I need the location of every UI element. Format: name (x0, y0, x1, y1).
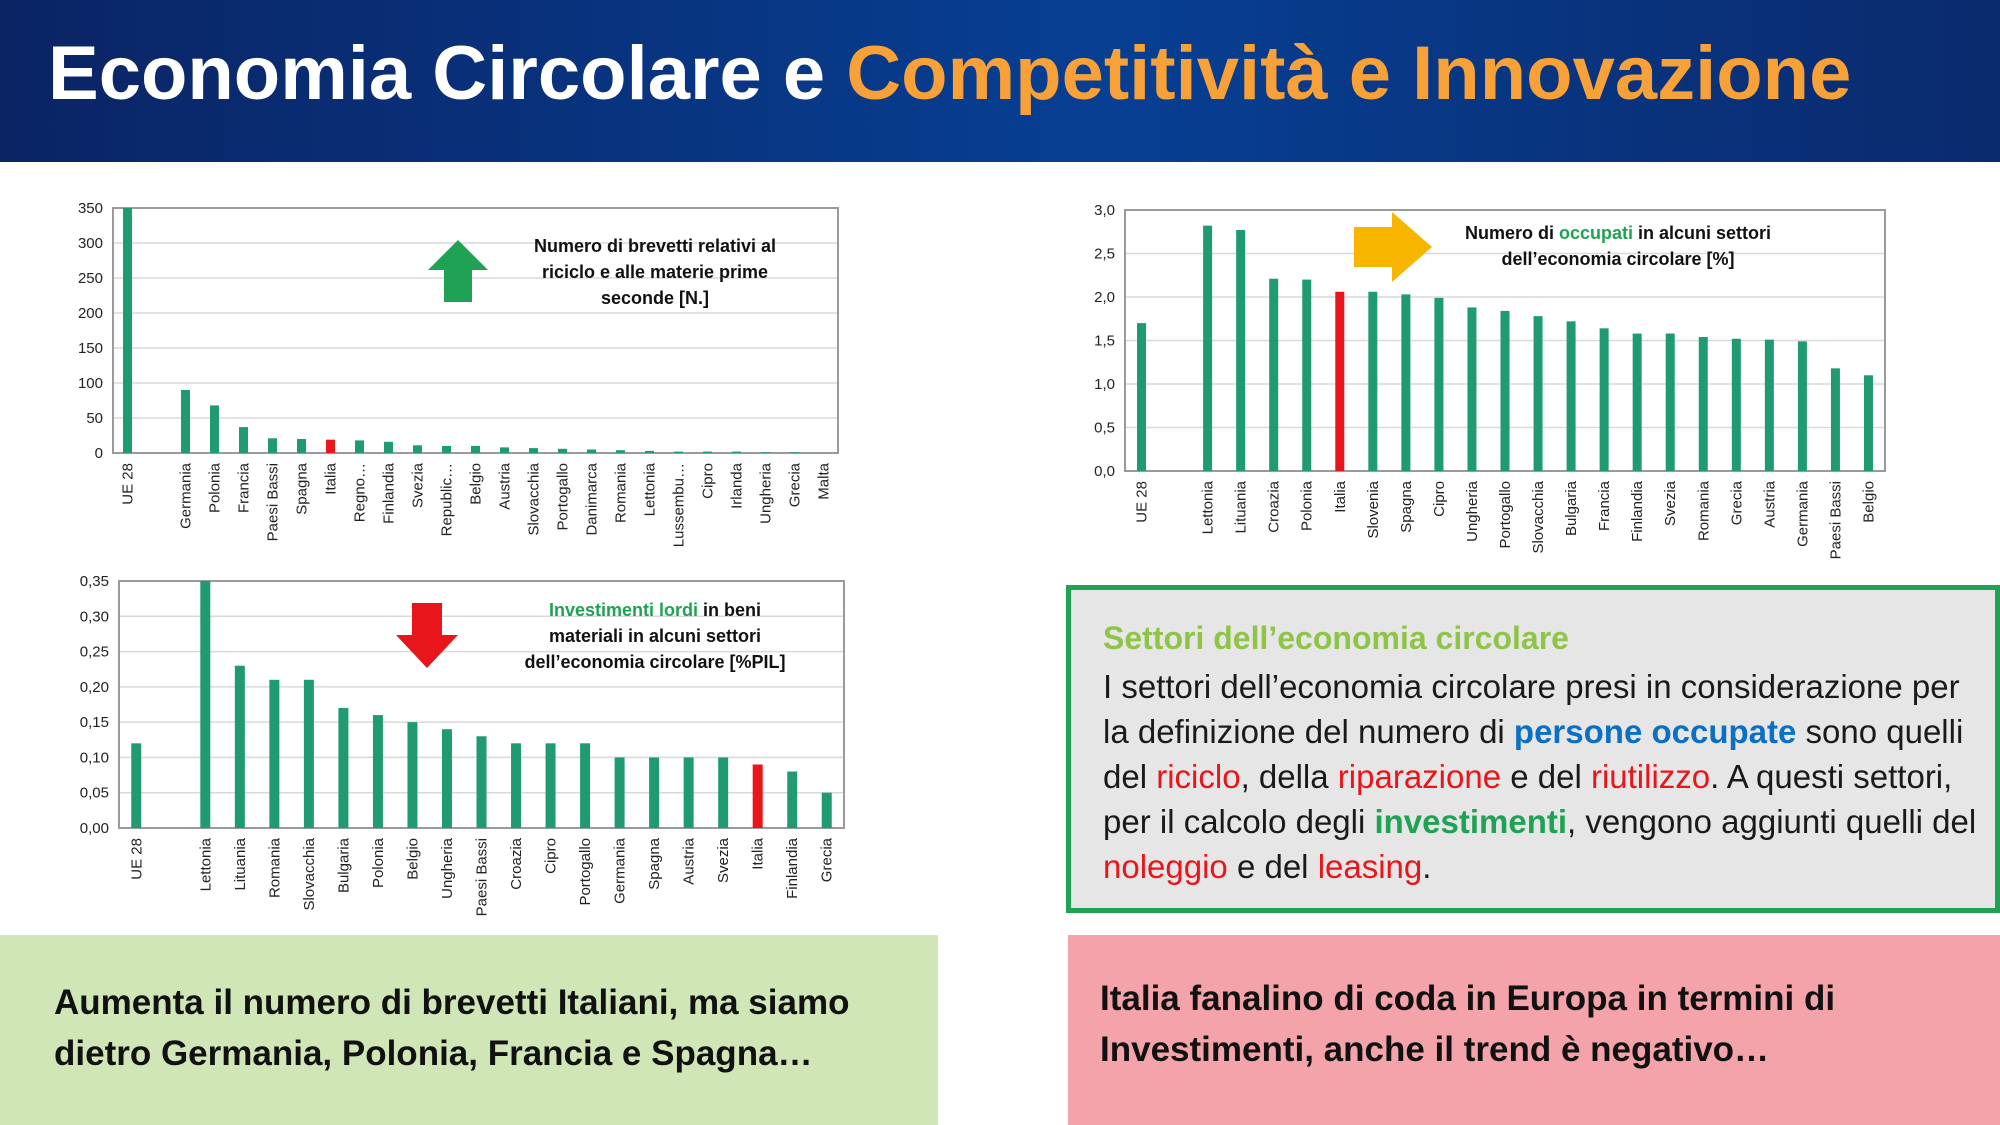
y-tick-label: 3,0 (1094, 202, 1115, 219)
info-t3: , della (1240, 758, 1338, 795)
arrow-down-icon (396, 603, 458, 668)
bar-svezia (718, 757, 728, 828)
x-tick-label: Francia (235, 463, 253, 514)
info-t7: e del (1227, 848, 1318, 885)
bar-paesi-bassi (1831, 368, 1840, 471)
x-tick-label: Lituania (231, 838, 249, 891)
chart-title-line: dell’economia circolare [%] (1501, 249, 1735, 269)
x-tick-label: Danimarca (583, 463, 601, 536)
chart-title-line: Numero di brevetti relativi al (533, 236, 777, 256)
bar-finlandia (384, 442, 393, 453)
x-tick-label: Spagna (646, 838, 664, 890)
x-tick-label: Grecia (786, 463, 804, 508)
x-tick-label: Slovenia (1364, 481, 1382, 539)
info-box-title: Settori dell’economia circolare (1103, 620, 1569, 656)
bar-spagna (649, 757, 659, 828)
bar-spagna (297, 439, 306, 453)
x-tick-label: Germania (1794, 481, 1812, 547)
bar-svezia (413, 445, 422, 453)
bar-regno- (355, 440, 364, 453)
bar-croazia (1269, 279, 1278, 471)
x-tick-label: Lettonia (1199, 481, 1217, 535)
y-tick-label: 1,5 (1094, 332, 1115, 350)
x-tick-label: Belgio (467, 463, 485, 505)
x-tick-label: Polonia (1298, 481, 1316, 532)
bar-belgio (471, 446, 480, 453)
y-tick-label: 0 (94, 445, 103, 462)
bar-republic- (442, 446, 451, 453)
x-tick-label: Cipro (542, 838, 560, 874)
x-tick-label: Paesi Bassi (264, 463, 282, 542)
bar-grecia (822, 793, 832, 828)
summary-text-brevetti: Aumenta il numero di brevetti Italiani, ma siamo dietro Germania, Polonia, Francia e Spagna… (54, 983, 850, 1073)
bar-belgio (407, 722, 417, 828)
bar-svezia (1666, 334, 1675, 471)
x-tick-label: Italia (322, 463, 340, 495)
y-tick-label: 2,5 (1094, 245, 1115, 263)
bar-lettonia (645, 451, 654, 453)
chart-brevetti (0, 180, 870, 560)
bar-lettonia (1203, 226, 1212, 471)
bar-francia (1600, 328, 1609, 471)
x-tick-label: Croazia (1265, 481, 1283, 533)
title-part-1: Economia Circolare e (48, 31, 847, 116)
bar-polonia (373, 715, 383, 828)
x-tick-label: Austria (680, 838, 698, 885)
x-tick-label: Paesi Bassi (473, 838, 491, 917)
bar-germania (1798, 341, 1807, 471)
y-tick-label: 0,25 (79, 643, 109, 661)
x-tick-label: Belgio (1860, 481, 1878, 523)
bar-slovacchia (529, 448, 538, 453)
y-tick-label: 200 (77, 305, 103, 322)
info-t6: , vengono aggiunti quelli del (1567, 803, 1977, 840)
bar-romania (269, 680, 279, 828)
bar-cipro (703, 452, 712, 453)
bar-paesi-bassi (268, 438, 277, 453)
x-tick-label: Francia (1596, 481, 1614, 532)
chart-title-line: materiali in alcuni settori (548, 626, 762, 646)
y-tick-label: 0,05 (79, 784, 109, 802)
x-tick-label: Portogallo (577, 838, 595, 906)
header-banner (0, 0, 2000, 162)
info-k3: riparazione (1337, 758, 1502, 795)
chart-investimenti (0, 555, 870, 935)
x-tick-label: Slovacchia (300, 838, 318, 911)
y-tick-label: 0,00 (79, 820, 109, 837)
y-tick-label: 0,35 (79, 573, 109, 590)
bar-ue-28 (1137, 323, 1146, 471)
chart-title-line: Numero di occupati in alcuni settori (1464, 223, 1772, 243)
bar-portogallo (1501, 311, 1510, 471)
bar-bulgaria (1567, 321, 1576, 471)
x-tick-label: Grecia (1728, 481, 1746, 526)
bar-bulgaria (338, 708, 348, 828)
x-tick-label: Regno… (351, 463, 369, 523)
info-box-text (1103, 664, 1983, 889)
summary-box-investimenti (1068, 935, 2000, 1125)
x-tick-label: Republic… (438, 463, 456, 537)
y-tick-label: 0,5 (1094, 419, 1115, 437)
x-tick-label: Svezia (1662, 481, 1680, 527)
bar-paesi-bassi (477, 736, 487, 828)
bar-francia (239, 427, 248, 453)
x-tick-label: UE 28 (128, 838, 146, 880)
info-k4: riutilizzo (1590, 758, 1711, 795)
x-tick-label: Portogallo (554, 463, 572, 531)
x-tick-label: Svezia (715, 838, 733, 884)
y-tick-label: 150 (77, 340, 103, 357)
chart-title-line: Investimenti lordi in beni (548, 600, 762, 620)
bar-cipro (1434, 298, 1443, 471)
y-tick-label: 250 (77, 270, 103, 287)
bar-grecia (1732, 339, 1741, 471)
bar-romania (616, 450, 625, 453)
bar-italia (326, 440, 335, 453)
x-tick-label: Romania (266, 838, 284, 899)
x-tick-label: Finlandia (380, 463, 398, 524)
info-k5: investimenti (1374, 803, 1568, 840)
x-tick-label: Bulgaria (335, 838, 353, 894)
x-tick-label: UE 28 (119, 463, 137, 505)
bar-belgio (1864, 375, 1873, 471)
info-k6: noleggio (1103, 848, 1228, 885)
bar-polonia (210, 405, 219, 453)
bar-spagna (1401, 294, 1410, 471)
bar-romania (1699, 337, 1708, 471)
bar-croazia (511, 743, 521, 828)
chart-title-line: riciclo e alle materie prime (541, 262, 769, 282)
summary-text-investimenti: Italia fanalino di coda in Europa in termini di Investimenti, anche il trend è negativo… (1100, 979, 1836, 1069)
x-tick-label: Austria (496, 463, 514, 510)
page-title (48, 30, 1851, 117)
info-k1: persone occupate (1513, 713, 1797, 750)
x-tick-label: Romania (1695, 481, 1713, 542)
arrow-up-icon (428, 240, 488, 302)
y-tick-label: 1,0 (1094, 376, 1115, 393)
x-tick-label: Italia (1331, 481, 1349, 513)
bar-grecia (790, 452, 799, 453)
y-tick-label: 0,20 (79, 678, 109, 696)
x-tick-label: Spagna (293, 463, 311, 515)
info-t4: e del (1501, 758, 1591, 795)
info-t1: I settori dell’economia circolare presi in considerazione per la definizione del numero di (1103, 668, 1960, 750)
x-tick-label: Germania (611, 838, 629, 904)
y-tick-label: 0,10 (79, 749, 109, 767)
x-tick-label: Slovacchia (1530, 481, 1548, 554)
bar-lussembu- (674, 452, 683, 453)
bar-austria (684, 757, 694, 828)
x-tick-label: Germania (177, 463, 195, 529)
y-tick-label: 2,0 (1094, 289, 1115, 306)
bar-italia (1335, 292, 1344, 471)
info-k7: leasing (1317, 848, 1423, 885)
x-tick-label: Malta (815, 463, 833, 500)
info-t5: . A questi settori, per il calcolo degli (1103, 758, 1953, 840)
bar-italia (753, 764, 763, 828)
x-tick-label: Cipro (1430, 481, 1448, 517)
x-tick-label: Finlandia (1629, 481, 1647, 542)
summary-box-brevetti (0, 935, 938, 1125)
x-tick-label: Belgio (404, 838, 422, 880)
x-tick-label: Lussembu… (670, 463, 688, 548)
y-tick-label: 100 (77, 375, 103, 392)
bar-portogallo (580, 743, 590, 828)
x-tick-label: Svezia (409, 463, 427, 509)
y-tick-label: 350 (77, 200, 103, 217)
bar-lettonia (200, 581, 210, 828)
x-tick-label: Lettonia (197, 838, 215, 892)
bar-ungheria (761, 452, 770, 453)
info-k2: riciclo (1156, 758, 1241, 795)
bar-danimarca (587, 450, 596, 454)
x-tick-label: Spagna (1397, 481, 1415, 533)
bar-austria (500, 447, 509, 453)
x-tick-label: Cipro (699, 463, 717, 499)
bar-polonia (1302, 280, 1311, 471)
x-tick-label: Italia (749, 838, 767, 870)
bar-austria (1765, 340, 1774, 471)
x-tick-label: Romania (612, 463, 630, 524)
bar-germania (615, 757, 625, 828)
bar-germania (181, 390, 190, 453)
bar-lituania (235, 666, 245, 828)
x-tick-label: UE 28 (1133, 481, 1151, 523)
bar-ungheria (442, 729, 452, 828)
y-tick-label: 300 (77, 235, 103, 252)
bar-slovenia (1368, 292, 1377, 471)
y-tick-label: 0,0 (1094, 463, 1115, 480)
info-t8: . (1422, 848, 1432, 885)
bar-cipro (546, 743, 556, 828)
x-tick-label: Irlanda (728, 463, 746, 509)
info-box-settori (1066, 585, 2000, 913)
x-tick-label: Finlandia (784, 838, 802, 899)
x-tick-label: Bulgaria (1563, 481, 1581, 537)
bar-lituania (1236, 230, 1245, 471)
x-tick-label: Ungheria (1463, 481, 1481, 542)
info-t2: sono quelli del (1103, 713, 1964, 795)
y-tick-label: 0,30 (79, 608, 109, 626)
bar-ue-28 (123, 208, 132, 453)
bar-ue-28 (131, 743, 141, 828)
bar-ungheria (1467, 307, 1476, 471)
x-tick-label: Lituania (1232, 481, 1250, 534)
x-tick-label: Slovacchia (525, 463, 543, 536)
x-tick-label: Austria (1761, 481, 1779, 528)
bar-portogallo (558, 449, 567, 453)
bar-slovacchia (1534, 316, 1543, 471)
arrow-right-icon (1354, 212, 1432, 282)
x-tick-label: Ungheria (438, 838, 456, 899)
x-tick-label: Polonia (369, 838, 387, 889)
x-tick-label: Paesi Bassi (1827, 481, 1845, 560)
bar-irlanda (732, 452, 741, 453)
x-tick-label: Lettonia (641, 463, 659, 517)
x-tick-label: Grecia (818, 838, 836, 883)
bar-slovacchia (304, 680, 314, 828)
x-tick-label: Croazia (508, 838, 526, 890)
x-tick-label: Ungheria (757, 463, 775, 524)
bar-finlandia (787, 772, 797, 828)
bar-finlandia (1633, 334, 1642, 471)
title-part-2: Competitività e Innovazione (846, 31, 1852, 116)
x-tick-label: Portogallo (1497, 481, 1514, 549)
chart-title-line: seconde [N.] (600, 288, 710, 308)
chart-occupati (1040, 180, 1940, 560)
chart-title-line: dell’economia circolare [%PIL] (524, 652, 786, 672)
y-tick-label: 0,15 (79, 714, 109, 732)
x-tick-label: Polonia (206, 463, 224, 514)
y-tick-label: 50 (86, 410, 103, 427)
